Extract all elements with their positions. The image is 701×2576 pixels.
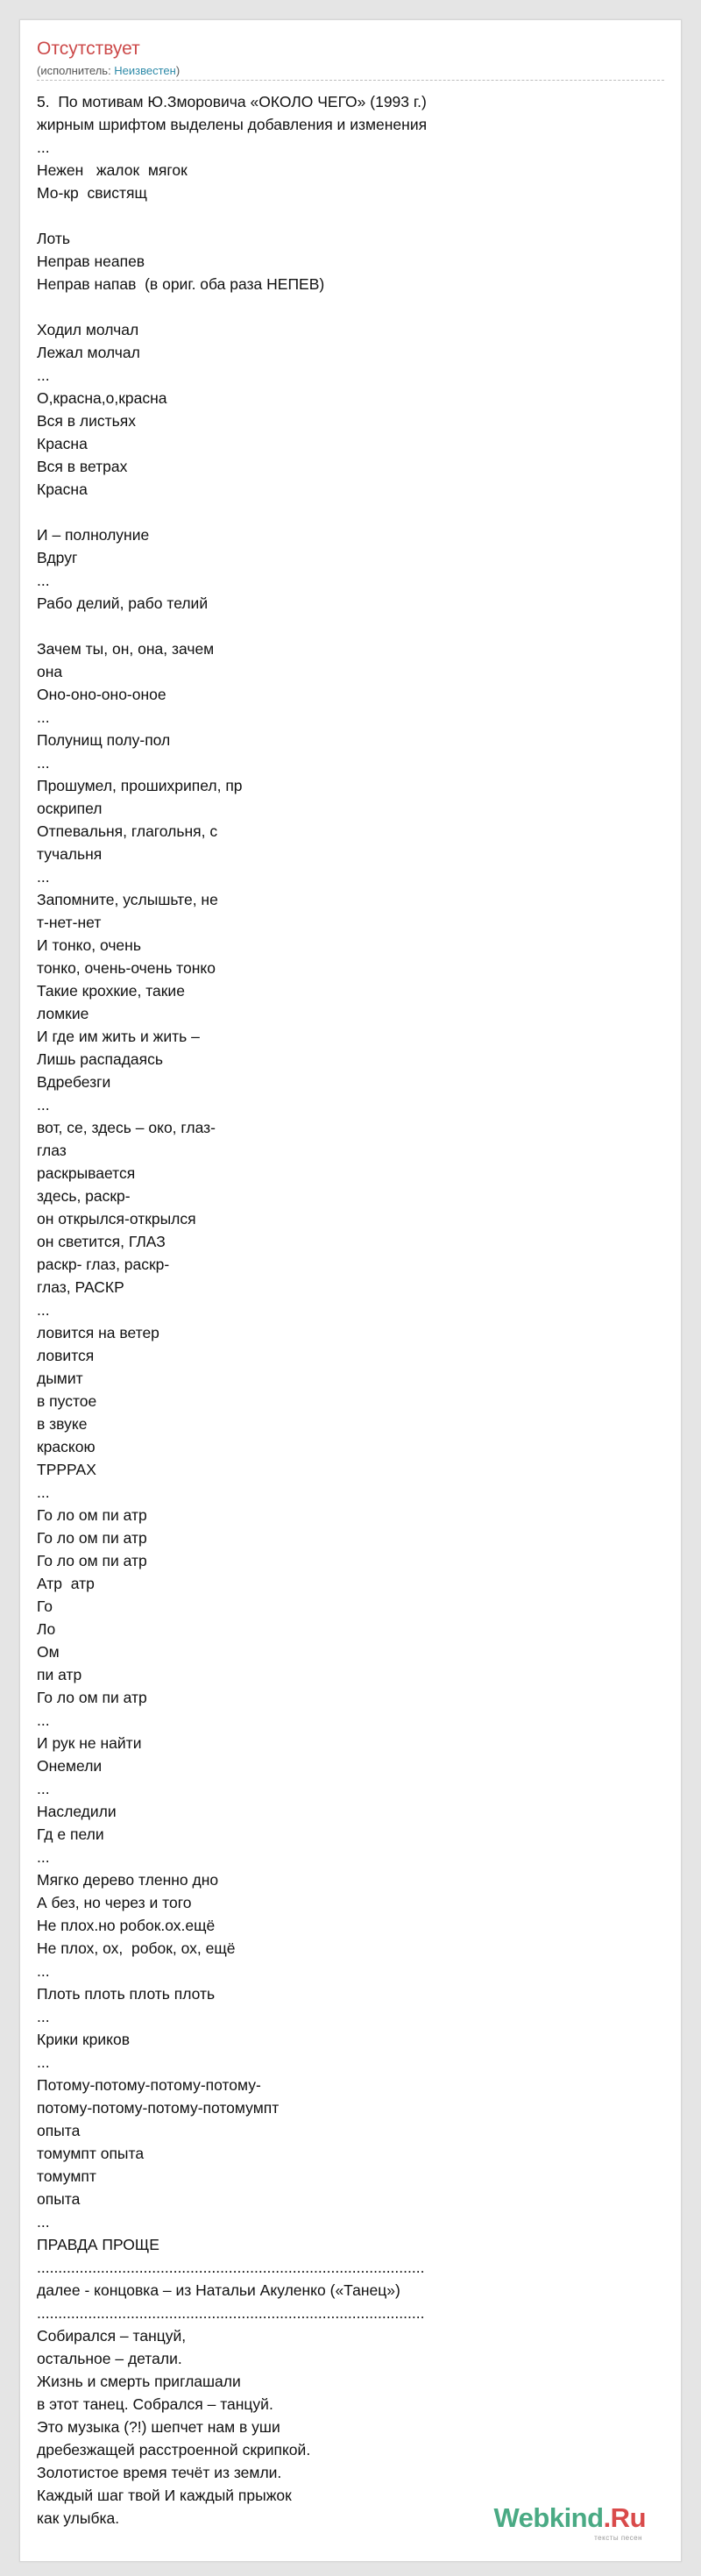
lyric-line: ...........................................................................................: [37, 2304, 425, 2322]
lyric-line: Го: [37, 1598, 53, 1615]
lyric-line: вот, се, здесь – око, глаз-: [37, 1119, 216, 1136]
lyric-line: краскою: [37, 1438, 96, 1455]
lyric-line: ...: [37, 2053, 50, 2071]
lyric-line: Неправ напав (в ориг. оба раза НЕПЕВ): [37, 275, 325, 293]
lyric-line: [37, 204, 664, 227]
webkind-logo[interactable]: [493, 2502, 646, 2542]
lyric-line: Запомните, услышьте, не: [37, 891, 218, 908]
lyric-line: Лоть: [37, 230, 70, 247]
lyric-line: Нежен жалок мягок: [37, 161, 188, 179]
lyric-line: он открылся-открылся: [37, 1210, 196, 1228]
lyric-line: Полунищ полу-пол: [37, 731, 171, 749]
lyric-line: ПРАВДА ПРОЩЕ: [37, 2236, 159, 2253]
lyric-line: Ом: [37, 1643, 60, 1661]
lyric-line: дымит: [37, 1370, 83, 1387]
lyric-line: ...: [37, 1484, 50, 1501]
lyric-line: ловится на ветер: [37, 1324, 159, 1341]
lyric-line: глаз: [37, 1142, 67, 1159]
lyric-line: Не плох.но робок.ох.ещё: [37, 1917, 216, 1934]
logo-name: Webkind: [493, 2502, 604, 2533]
lyric-line: Оно-оно-оно-оное: [37, 686, 166, 703]
lyric-line: Красна: [37, 480, 88, 498]
lyric-line: тучальня: [37, 845, 103, 863]
lyric-line: Вся в ветрах: [37, 458, 128, 475]
lyric-line: ...: [37, 1848, 50, 1866]
lyric-line: Красна: [37, 435, 88, 452]
lyric-line: Неправ неапев: [37, 253, 145, 270]
song-title: Отсутствует: [37, 39, 140, 59]
lyrics-text: [37, 90, 664, 2530]
lyric-line: Го ло ом пи атр: [37, 1529, 147, 1547]
lyric-line: Жизнь и смерть приглашали: [37, 2373, 241, 2390]
lyric-line: Золотистое время течёт из земли.: [37, 2464, 282, 2481]
lyric-line: раскр- глаз, раскр-: [37, 1256, 170, 1273]
lyric-line: Гд е пели: [37, 1825, 104, 1843]
lyric-line: в звуке: [37, 1415, 88, 1433]
lyric-line: томумпт опыта: [37, 2145, 145, 2162]
lyric-line: Мо-кр свистящ: [37, 184, 147, 202]
lyric-line: Потому-потому-потому-потому-: [37, 2076, 261, 2094]
lyric-line: ловится: [37, 1347, 95, 1364]
lyric-line: в этот танец. Собрался – танцуй.: [37, 2395, 273, 2413]
lyric-line: ...: [37, 1711, 50, 1729]
lyric-line: [37, 501, 664, 523]
lyric-line: Го ло ом пи атр: [37, 1552, 147, 1569]
lyric-line: Вдруг: [37, 549, 78, 566]
lyric-line: здесь, раскр-: [37, 1187, 131, 1205]
lyric-line: ...: [37, 868, 50, 886]
lyric-line: ...: [37, 2213, 50, 2231]
lyric-line: Прошумел, прошихрипел, пр: [37, 777, 243, 794]
lyric-line: т-нет-нет: [37, 914, 102, 931]
lyric-line: Мягко дерево тленно дно: [37, 1871, 219, 1889]
artist-line: [37, 63, 180, 79]
lyric-line: Онемели: [37, 1757, 103, 1775]
lyric-line: Го ло ом пи атр: [37, 1689, 147, 1706]
lyric-line: ...: [37, 1096, 50, 1114]
lyric-line: томумпт: [37, 2167, 96, 2185]
lyric-line: ...........................................................................................: [37, 2259, 425, 2276]
lyric-line: Вдребезги: [37, 1073, 111, 1091]
logo-tld: .Ru: [603, 2502, 646, 2533]
lyric-line: Лежал молчал: [37, 344, 140, 361]
lyric-line: раскрывается: [37, 1164, 136, 1182]
lyric-line: ...: [37, 139, 50, 156]
lyric-line: Плоть плоть плоть плоть: [37, 1985, 216, 2003]
lyric-line: А без, но через и того: [37, 1894, 192, 1911]
lyric-line: Ходил молчал: [37, 321, 139, 338]
lyric-line: Лишь распадаясь: [37, 1050, 163, 1068]
lyric-line: ...: [37, 1780, 50, 1797]
lyric-line: Это музыка (?!) шепчет нам в уши: [37, 2418, 280, 2436]
lyric-line: жирным шрифтом выделены добавления и изменения: [37, 116, 428, 133]
lyric-line: далее - концовка – из Натальи Акуленко («Танец»): [37, 2281, 400, 2299]
lyric-line: глаз, РАСКР: [37, 1278, 124, 1296]
lyric-line: потому-потому-потому-потомумпт: [37, 2099, 280, 2117]
lyric-line: Го ло ом пи атр: [37, 1506, 147, 1524]
lyric-line: ...: [37, 572, 50, 589]
lyric-line: [37, 295, 664, 318]
lyric-line: как улыбка.: [37, 2509, 120, 2527]
lyric-line: ТРРРАХ: [37, 1461, 96, 1478]
lyric-line: О,красна,о,красна: [37, 389, 167, 407]
lyric-line: И – полнолуние: [37, 526, 150, 544]
lyric-line: ...: [37, 754, 50, 772]
lyric-line: ...: [37, 366, 50, 384]
lyric-line: Зачем ты, он, она, зачем: [37, 640, 215, 658]
lyric-line: Отпевальня, глагольня, с: [37, 822, 218, 840]
lyric-line: Наследили: [37, 1803, 117, 1820]
lyric-line: ...: [37, 2008, 50, 2025]
lyric-line: Атр атр: [37, 1575, 95, 1592]
lyric-line: тонко, очень-очень тонко: [37, 959, 216, 977]
lyric-line: пи атр: [37, 1666, 82, 1683]
lyric-line: Ло: [37, 1620, 56, 1638]
artist-suffix: ): [175, 64, 181, 77]
lyric-line: остальное – детали.: [37, 2350, 182, 2367]
artist-prefix: (исполнитель:: [37, 64, 115, 77]
lyric-line: она: [37, 663, 63, 680]
lyric-line: Каждый шаг твой И каждый прыжок: [37, 2487, 292, 2504]
lyric-line: оскрипел: [37, 800, 103, 817]
lyric-line: Вся в листьях: [37, 412, 137, 430]
lyric-line: в пустое: [37, 1392, 97, 1410]
lyric-line: ...: [37, 708, 50, 726]
lyric-line: Крики криков: [37, 2031, 131, 2048]
lyric-line: И где им жить и жить –: [37, 1028, 200, 1045]
lyric-line: ...: [37, 1962, 50, 1980]
lyric-line: дребезжащей расстроенной скрипкой.: [37, 2441, 311, 2459]
lyric-line: ...: [37, 1301, 50, 1319]
lyrics-card: [19, 19, 682, 2562]
lyric-line: 5. По мотивам Ю.Зморовича «ОКОЛО ЧЕГО» (1993 г.): [37, 93, 427, 110]
lyric-line: Не плох, ох, робок, ох, ещё: [37, 1939, 236, 1957]
lyric-line: И рук не найти: [37, 1734, 142, 1752]
lyric-line: опыта: [37, 2122, 81, 2139]
artist-link[interactable]: Неизвестен: [114, 64, 176, 77]
lyric-line: Собирался – танцуй,: [37, 2327, 187, 2345]
header-divider: [37, 80, 664, 81]
lyric-line: опыта: [37, 2190, 81, 2208]
lyric-line: Такие крохкие, такие: [37, 982, 185, 1000]
lyric-line: И тонко, очень: [37, 936, 141, 954]
logo-tagline: тексты песен: [594, 2534, 642, 2542]
lyric-line: Рабо делий, рабо телий: [37, 594, 209, 612]
lyric-line: [37, 615, 664, 637]
lyric-line: ломкие: [37, 1005, 89, 1022]
logo-wordmark: [493, 2503, 646, 2533]
lyric-line: он светится, ГЛАЗ: [37, 1233, 166, 1250]
